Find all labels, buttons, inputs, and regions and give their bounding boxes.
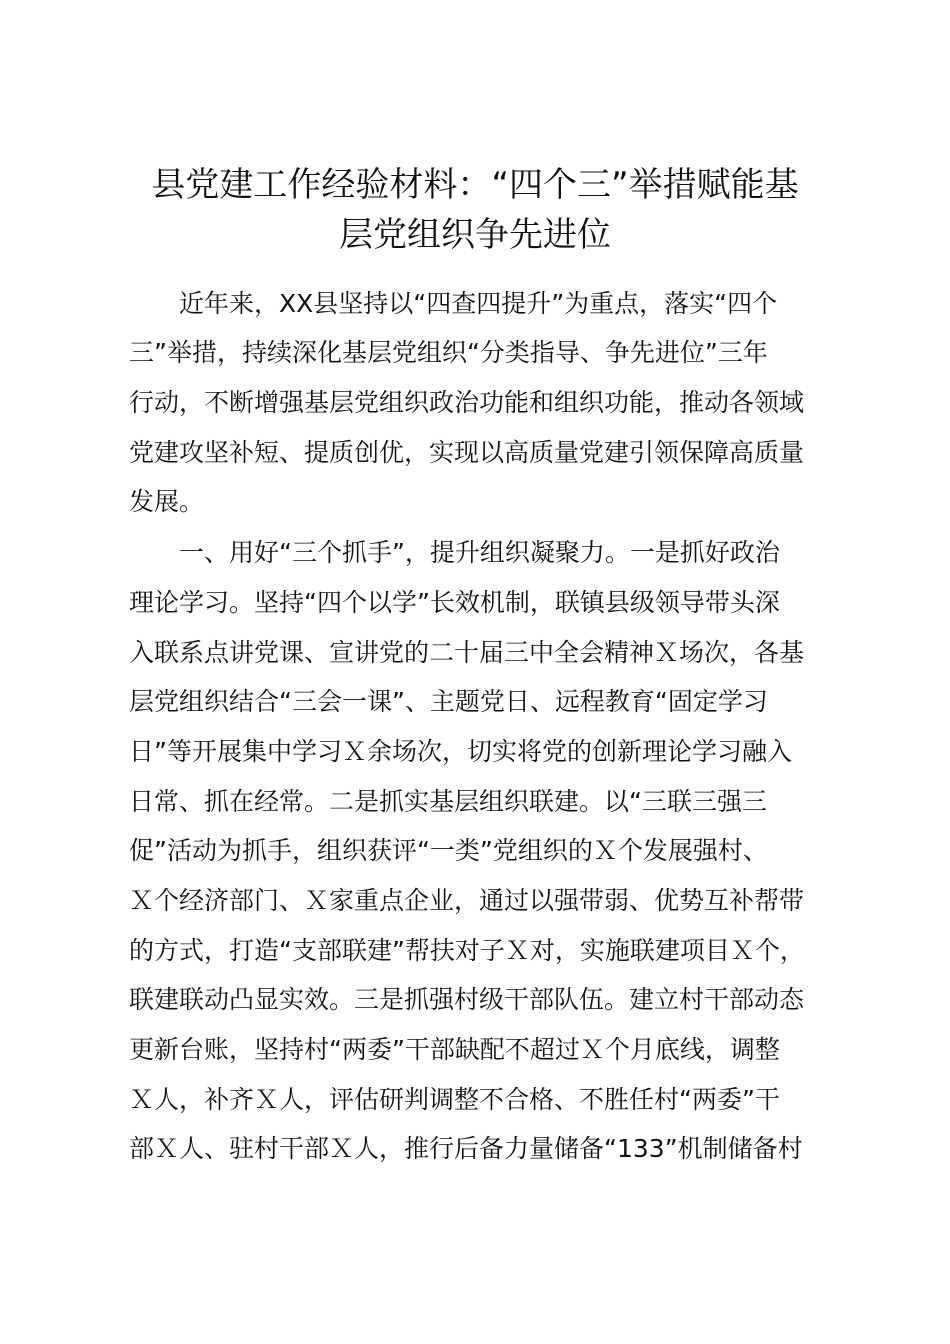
text-line: 层党组织结合“三会一课”、主题党日、远程教育“固定学习 [129,687,768,716]
text-line: 三”举措，持续深化基层党组织“分类指导、争先进位”三年 [129,338,768,367]
text-line: 促”活动为抓手，组织获评“一类”党组织的Ｘ个发展强村、 [129,836,768,865]
text-line: 联建联动凸显实效。三是抓强村级干部队伍。建立村干部动态 [129,985,805,1014]
text-line: Ｘ个经济部门、Ｘ家重点企业，通过以强带弱、优势互补帮带 [129,886,805,915]
text-line: Ｘ人，补齐Ｘ人，评估研判调整不合格、不胜任村“两委”干 [129,1085,780,1114]
text-line: 入联系点讲党课、宣讲党的二十届三中全会精神Ｘ场次，各基 [129,638,805,667]
title-line-1: 县党建工作经验材料：“四个三”举措赋能基 [151,165,799,205]
text-line: 理论学习。坚持“四个以学”长效机制，联镇县级领导带头深 [129,588,780,617]
text-line: 日常、抓在经常。二是抓实基层组织联建。以“三联三强三 [129,787,767,816]
text-line: 一、用好“三个抓手”，提升组织凝聚力。一是抓好政治 [129,538,780,567]
text-line: 的方式，打造“支部联建”帮扶对子Ｘ对，实施联建项目Ｘ个， [129,936,805,965]
text-line: 行动，不断增强基层党组织政治功能和组织功能，推动各领域 [129,388,805,417]
text-line: 部Ｘ人、驻村干部Ｘ人，推行后备力量储备“133”机制储备村 [129,1134,803,1163]
text-line: 发展。 [129,487,205,516]
text-line: 更新台账，坚持村“两委”干部缺配不超过Ｘ个月底线，调整 [129,1035,780,1064]
text-line: 近年来，XX县坚持以“四查四提升”为重点，落实“四个 [129,289,778,318]
text-line: 党建攻坚补短、提质创优，实现以高质量党建引领保障高质量 [129,438,805,467]
text-line: 日”等开展集中学习Ｘ余场次，切实将党的创新理论学习融入 [129,737,792,766]
title-line-2: 层党组织争先进位 [339,215,611,255]
document-title [110,160,840,260]
